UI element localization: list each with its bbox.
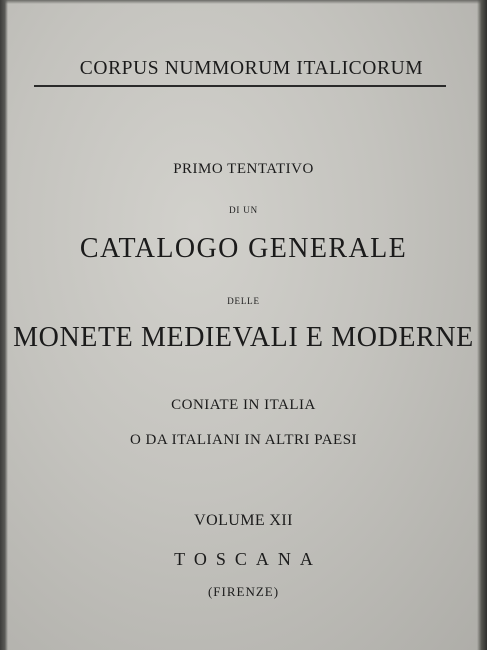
volume-number: VOLUME XII [194,512,293,529]
header-rule [34,85,446,87]
subtitle-di-un: DI UN [229,205,258,215]
description-coniate: CONIATE IN ITALIA [171,397,316,413]
region-name: TOSCANA [174,549,322,569]
description-italiani: O DA ITALIANI IN ALTRI PAESI [129,432,358,448]
page-top-shadow [0,0,487,4]
subtitle-primo-tentativo: PRIMO TENTATIVO [173,161,314,177]
connector-delle: DELLE [227,296,260,306]
main-title-monete: MONETE MEDIEVALI E MODERNE [13,322,474,353]
main-title-catalogo: CATALOGO GENERALE [79,233,408,264]
series-title: CORPUS NUMMORUM ITALICORUM [79,58,424,79]
city-name: (FIRENZE) [207,584,280,599]
